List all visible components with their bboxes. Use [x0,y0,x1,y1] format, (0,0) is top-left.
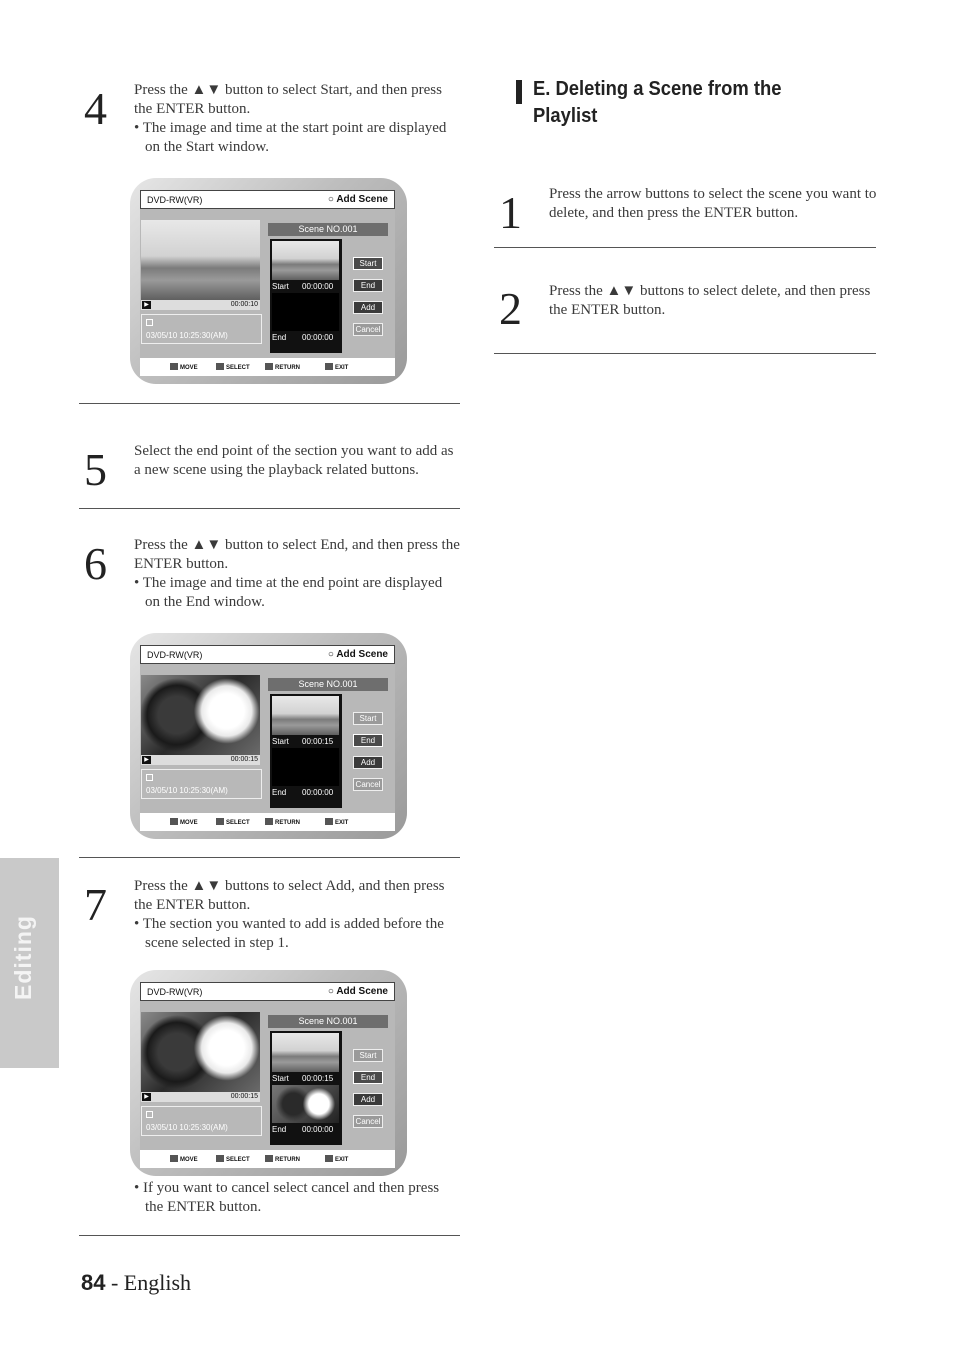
cancel-button[interactable]: Cancel [353,323,383,336]
scene-panel: Start 00:00:15 End 00:00:00 [270,694,342,808]
step-number: 6 [84,538,107,589]
step-instruction: Press the ▲▼ button to select End, and then press the ENTER button. [134,537,460,572]
page-language: - English [105,1270,192,1295]
step-text [134,442,460,480]
disc-type: DVD-RW(VR) [147,650,203,660]
step-bullet: • The section you wanted to add is added before the scene selected in step 1. [134,916,444,951]
screen-mockup [130,178,407,384]
page-number: 84 [81,1270,106,1295]
preview-image [141,675,260,755]
screen-mockup [130,633,407,839]
mode-label: ○ Add Scene [327,986,388,997]
recording-info: 03/05/10 10:25:30(AM) [141,1106,262,1136]
screen-footer: MOVE SELECT RETURN EXIT [140,358,395,376]
scene-number: Scene NO.001 [268,223,388,236]
divider [494,247,876,248]
step-instruction: Press the arrow buttons to select the scene you want to delete, and then press the ENTER button. [549,186,877,221]
playback-bar: ▶ 00:00:10 [141,300,260,310]
exit-icon [325,818,333,825]
end-thumbnail [272,748,339,786]
start-thumbnail [272,241,339,280]
divider [79,403,460,404]
play-icon: ▶ [142,1093,151,1101]
section-heading: E. Deleting a Scene from the Playlist [533,78,782,127]
divider [79,508,460,509]
screen-title-bar [140,982,395,1001]
divider [494,353,876,354]
step-bullet: • If you want to cancel select cancel and then press the ENTER button. [134,1180,440,1215]
select-icon [216,363,224,370]
start-button[interactable]: Start [353,257,383,270]
cancel-button[interactable]: Cancel [353,778,383,791]
play-icon: ▶ [142,756,151,764]
step-text [549,282,877,320]
step-text [134,536,460,612]
play-icon: ▶ [142,301,151,309]
checkbox-icon [146,774,153,781]
step-bullet: • The image and time at the start point are displayed on the Start window. [134,120,447,155]
screen-footer: MOVE SELECT RETURN EXIT [140,1150,395,1168]
preview-image [141,1012,260,1092]
step-number: 5 [84,444,107,495]
step-number: 4 [84,83,107,134]
end-thumbnail [272,293,339,331]
end-button[interactable]: End [353,279,383,292]
scene-number: Scene NO.001 [268,1015,388,1028]
step-number: 7 [84,879,107,930]
preview-image [141,220,260,300]
recording-info: 03/05/10 10:25:30(AM) [141,769,262,799]
start-thumbnail [272,696,339,735]
disc-type: DVD-RW(VR) [147,195,203,205]
disc-type: DVD-RW(VR) [147,987,203,997]
end-thumbnail [272,1085,339,1123]
screen-title-bar [140,190,395,209]
end-button[interactable]: End [353,734,383,747]
page-footer [81,1270,191,1296]
end-button[interactable]: End [353,1071,383,1084]
recording-info: 03/05/10 10:25:30(AM) [141,314,262,344]
scene-panel: Start 00:00:15 End 00:00:00 [270,1031,342,1145]
divider [79,857,460,858]
divider [79,1235,460,1236]
step-text [134,877,460,953]
move-icon [170,363,178,370]
screen-footer: MOVE SELECT RETURN EXIT [140,813,395,831]
start-button[interactable]: Start [353,1049,383,1062]
select-icon [216,1155,224,1162]
step-text [549,185,877,223]
exit-icon [325,1155,333,1162]
add-button[interactable]: Add [353,756,383,769]
heading-bar [516,80,522,104]
step-text [134,81,460,157]
step-note [134,1179,460,1217]
start-thumbnail [272,1033,339,1072]
add-button[interactable]: Add [353,1093,383,1106]
step-instruction: Press the ▲▼ buttons to select delete, and then press the ENTER button. [549,283,871,318]
move-icon [170,1155,178,1162]
checkbox-icon [146,319,153,326]
step-number: 2 [499,283,522,334]
return-icon [265,363,273,370]
start-button[interactable]: Start [353,712,383,725]
move-icon [170,818,178,825]
step-instruction: Press the ▲▼ button to select Start, and then press the ENTER button. [134,82,442,117]
checkbox-icon [146,1111,153,1118]
cancel-button[interactable]: Cancel [353,1115,383,1128]
step-instruction: Select the end point of the section you want to add as a new scene using the playback related buttons. [134,443,454,478]
scene-number: Scene NO.001 [268,678,388,691]
return-icon [265,818,273,825]
playback-bar: ▶ 00:00:15 [141,755,260,765]
add-button[interactable]: Add [353,301,383,314]
screen-mockup [130,970,407,1176]
mode-label: ○ Add Scene [327,194,388,205]
scene-panel: Start 00:00:00 End 00:00:00 [270,239,342,353]
side-tab-label: Editing [10,915,36,1000]
step-number: 1 [499,187,522,238]
select-icon [216,818,224,825]
playback-bar: ▶ 00:00:15 [141,1092,260,1102]
step-bullet: • The image and time at the end point are displayed on the End window. [134,575,443,610]
return-icon [265,1155,273,1162]
mode-label: ○ Add Scene [327,649,388,660]
exit-icon [325,363,333,370]
step-instruction: Press the ▲▼ buttons to select Add, and then press the ENTER button. [134,878,445,913]
screen-title-bar [140,645,395,664]
